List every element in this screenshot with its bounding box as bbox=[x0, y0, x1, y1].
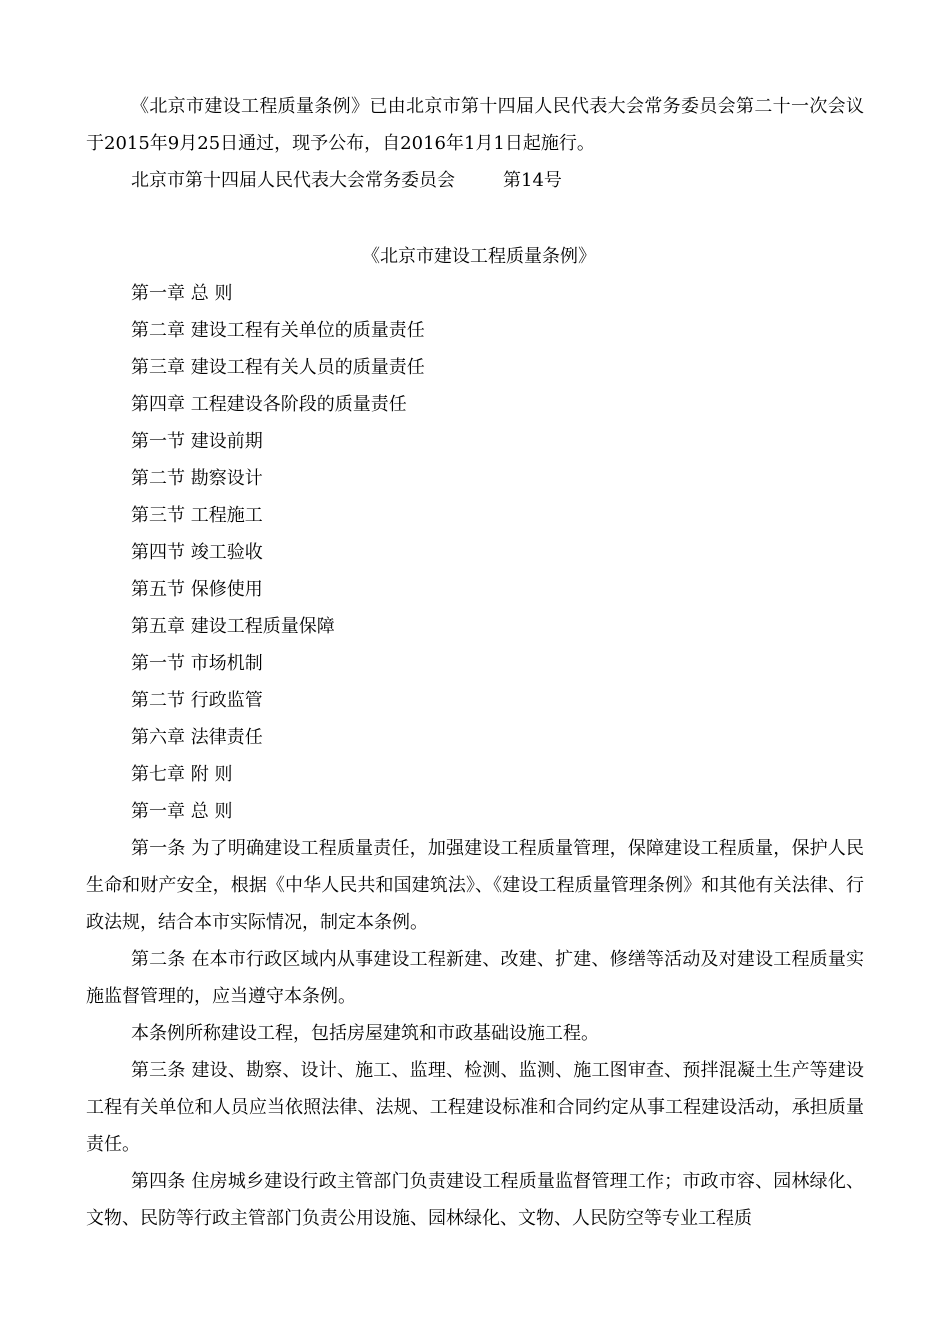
toc-item: 第一节 市场机制 bbox=[131, 653, 263, 674]
toc-item: 第二节 行政监管 bbox=[131, 690, 263, 711]
toc-item: 第一章 总 则 bbox=[131, 283, 233, 304]
toc-item: 第一节 建设前期 bbox=[131, 431, 263, 452]
toc-item: 第三章 建设工程有关人员的质量责任 bbox=[131, 357, 425, 378]
article-paragraph: 本条例所称建设工程，包括房屋建筑和市政基础设施工程。 bbox=[131, 1023, 599, 1044]
regulation-title: 《北京市建设工程质量条例》 bbox=[362, 246, 596, 267]
toc-item: 第五节 保修使用 bbox=[131, 579, 263, 600]
document-page bbox=[86, 88, 864, 1237]
issuer-name: 北京市第十四届人民代表大会常务委员会 bbox=[131, 170, 455, 191]
article-paragraph: 第三条 建设、勘察、设计、施工、监理、检测、监测、施工图审查、预拌混凝土生产等建设工程有关单位和人员应当依照法律、法规、工程建设标准和合同约定从事工程建设活动，承担质量责任。 bbox=[86, 1060, 864, 1155]
toc-item: 第七章 附 则 bbox=[131, 764, 233, 785]
issuer-line bbox=[86, 162, 864, 199]
announcement-number: 第14号 bbox=[503, 170, 562, 191]
chapter-heading: 第一章 总 则 bbox=[131, 801, 233, 822]
toc-item: 第四章 工程建设各阶段的质量责任 bbox=[131, 394, 407, 415]
toc-item: 第四节 竣工验收 bbox=[131, 542, 263, 563]
article-paragraph: 第二条 在本市行政区域内从事建设工程新建、改建、扩建、修缮等活动及对建设工程质量实施监督管理的，应当遵守本条例。 bbox=[86, 949, 864, 1007]
announcement-paragraph: 《北京市建设工程质量条例》已由北京市第十四届人民代表大会常务委员会第二十一次会议于2015年9月25日通过，现予公布，自2016年1月1日起施行。 bbox=[86, 96, 864, 154]
article-paragraph: 第四条 住房城乡建设行政主管部门负责建设工程质量监督管理工作；市政市容、园林绿化、文物、民防等行政主管部门负责公用设施、园林绿化、文物、人民防空等专业工程质 bbox=[86, 1171, 864, 1229]
toc-item: 第六章 法律责任 bbox=[131, 727, 263, 748]
toc-item: 第二节 勘察设计 bbox=[131, 468, 263, 489]
article-paragraph: 第一条 为了明确建设工程质量责任，加强建设工程质量管理，保障建设工程质量，保护人民生命和财产安全，根据《中华人民共和国建筑法》、《建设工程质量管理条例》和其他有关法律、行政法规，结合本市实际情况，制定本条例。 bbox=[86, 838, 864, 933]
table-of-contents bbox=[86, 275, 864, 793]
toc-item: 第五章 建设工程质量保障 bbox=[131, 616, 335, 637]
toc-item: 第三节 工程施工 bbox=[131, 505, 263, 526]
toc-item: 第二章 建设工程有关单位的质量责任 bbox=[131, 320, 425, 341]
